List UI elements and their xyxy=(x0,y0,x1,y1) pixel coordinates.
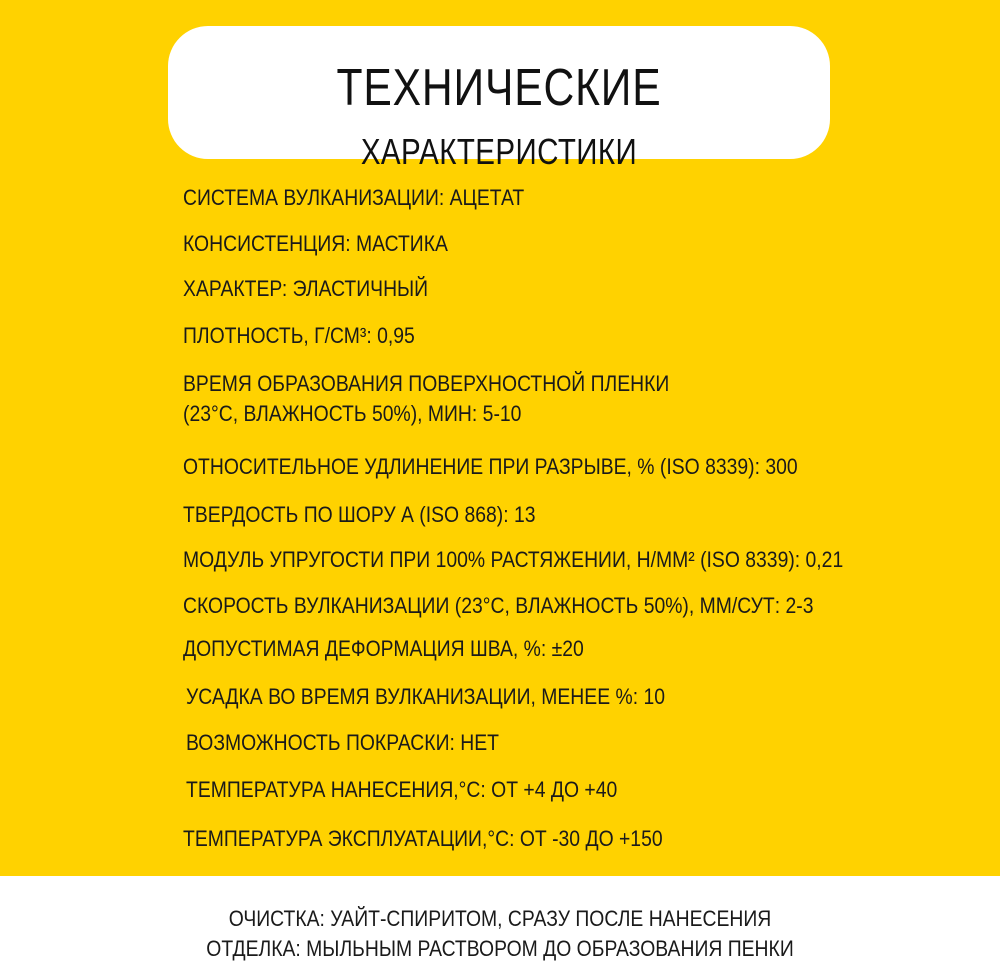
spec-cure-speed: СКОРОСТЬ ВУЛКАНИЗАЦИИ (23°С, ВЛАЖНОСТЬ 50%), ММ/СУТ: 2-3 xyxy=(183,593,814,618)
spec-elastic-modulus: МОДУЛЬ УПРУГОСТИ ПРИ 100% РАСТЯЖЕНИИ, Н/ММ² (ISO 8339): 0,21 xyxy=(183,547,844,572)
spec-consistency: КОНСИСТЕНЦИЯ: МАСТИКА xyxy=(183,231,448,256)
spec-application-temperature: ТЕМПЕРАТУРА НАНЕСЕНИЯ,°С: ОТ +4 ДО +40 xyxy=(186,777,618,802)
spec-joint-deformation: ДОПУСТИМАЯ ДЕФОРМАЦИЯ ШВА, %: ±20 xyxy=(183,636,584,661)
spec-vulcanization-system: СИСТЕМА ВУЛКАНИЗАЦИИ: АЦЕТАТ xyxy=(183,185,525,210)
page-title: ТЕХНИЧЕСКИЕ xyxy=(336,59,662,117)
spec-skin-formation-time-line2: (23°С, ВЛАЖНОСТЬ 50%), МИН: 5-10 xyxy=(183,401,522,426)
spec-character: ХАРАКТЕР: ЭЛАСТИЧНЫЙ xyxy=(183,276,429,301)
spec-service-temperature: ТЕМПЕРАТУРА ЭКСПЛУАТАЦИИ,°С: ОТ -30 ДО +150 xyxy=(183,826,663,851)
title-card xyxy=(168,26,830,172)
footer-cleaning-note: ОЧИСТКА: УАЙТ-СПИРИТОМ, СРАЗУ ПОСЛЕ НАНЕСЕНИЯ xyxy=(228,906,772,931)
spec-skin-formation-time-line1: ВРЕМЯ ОБРАЗОВАНИЯ ПОВЕРХНОСТНОЙ ПЛЕНКИ xyxy=(183,371,670,396)
spec-paintability: ВОЗМОЖНОСТЬ ПОКРАСКИ: НЕТ xyxy=(186,730,499,755)
spec-shore-a-hardness: ТВЕРДОСТЬ ПО ШОРУ А (ISO 868): 13 xyxy=(183,502,536,527)
spec-elongation-at-break: ОТНОСИТЕЛЬНОЕ УДЛИНЕНИЕ ПРИ РАЗРЫВЕ, % (ISO 8339): 300 xyxy=(183,454,798,479)
page-subtitle: ХАРАКТЕРИСТИКИ xyxy=(360,131,638,172)
spec-shrinkage: УСАДКА ВО ВРЕМЯ ВУЛКАНИЗАЦИИ, МЕНЕЕ %: 10 xyxy=(186,684,665,709)
footer-notes xyxy=(0,876,1000,966)
footer-finishing-note: ОТДЕЛКА: МЫЛЬНЫМ РАСТВОРОМ ДО ОБРАЗОВАНИЯ ПЕНКИ xyxy=(206,936,794,961)
spec-density: ПЛОТНОСТЬ, Г/СМ³: 0,95 xyxy=(183,323,415,348)
